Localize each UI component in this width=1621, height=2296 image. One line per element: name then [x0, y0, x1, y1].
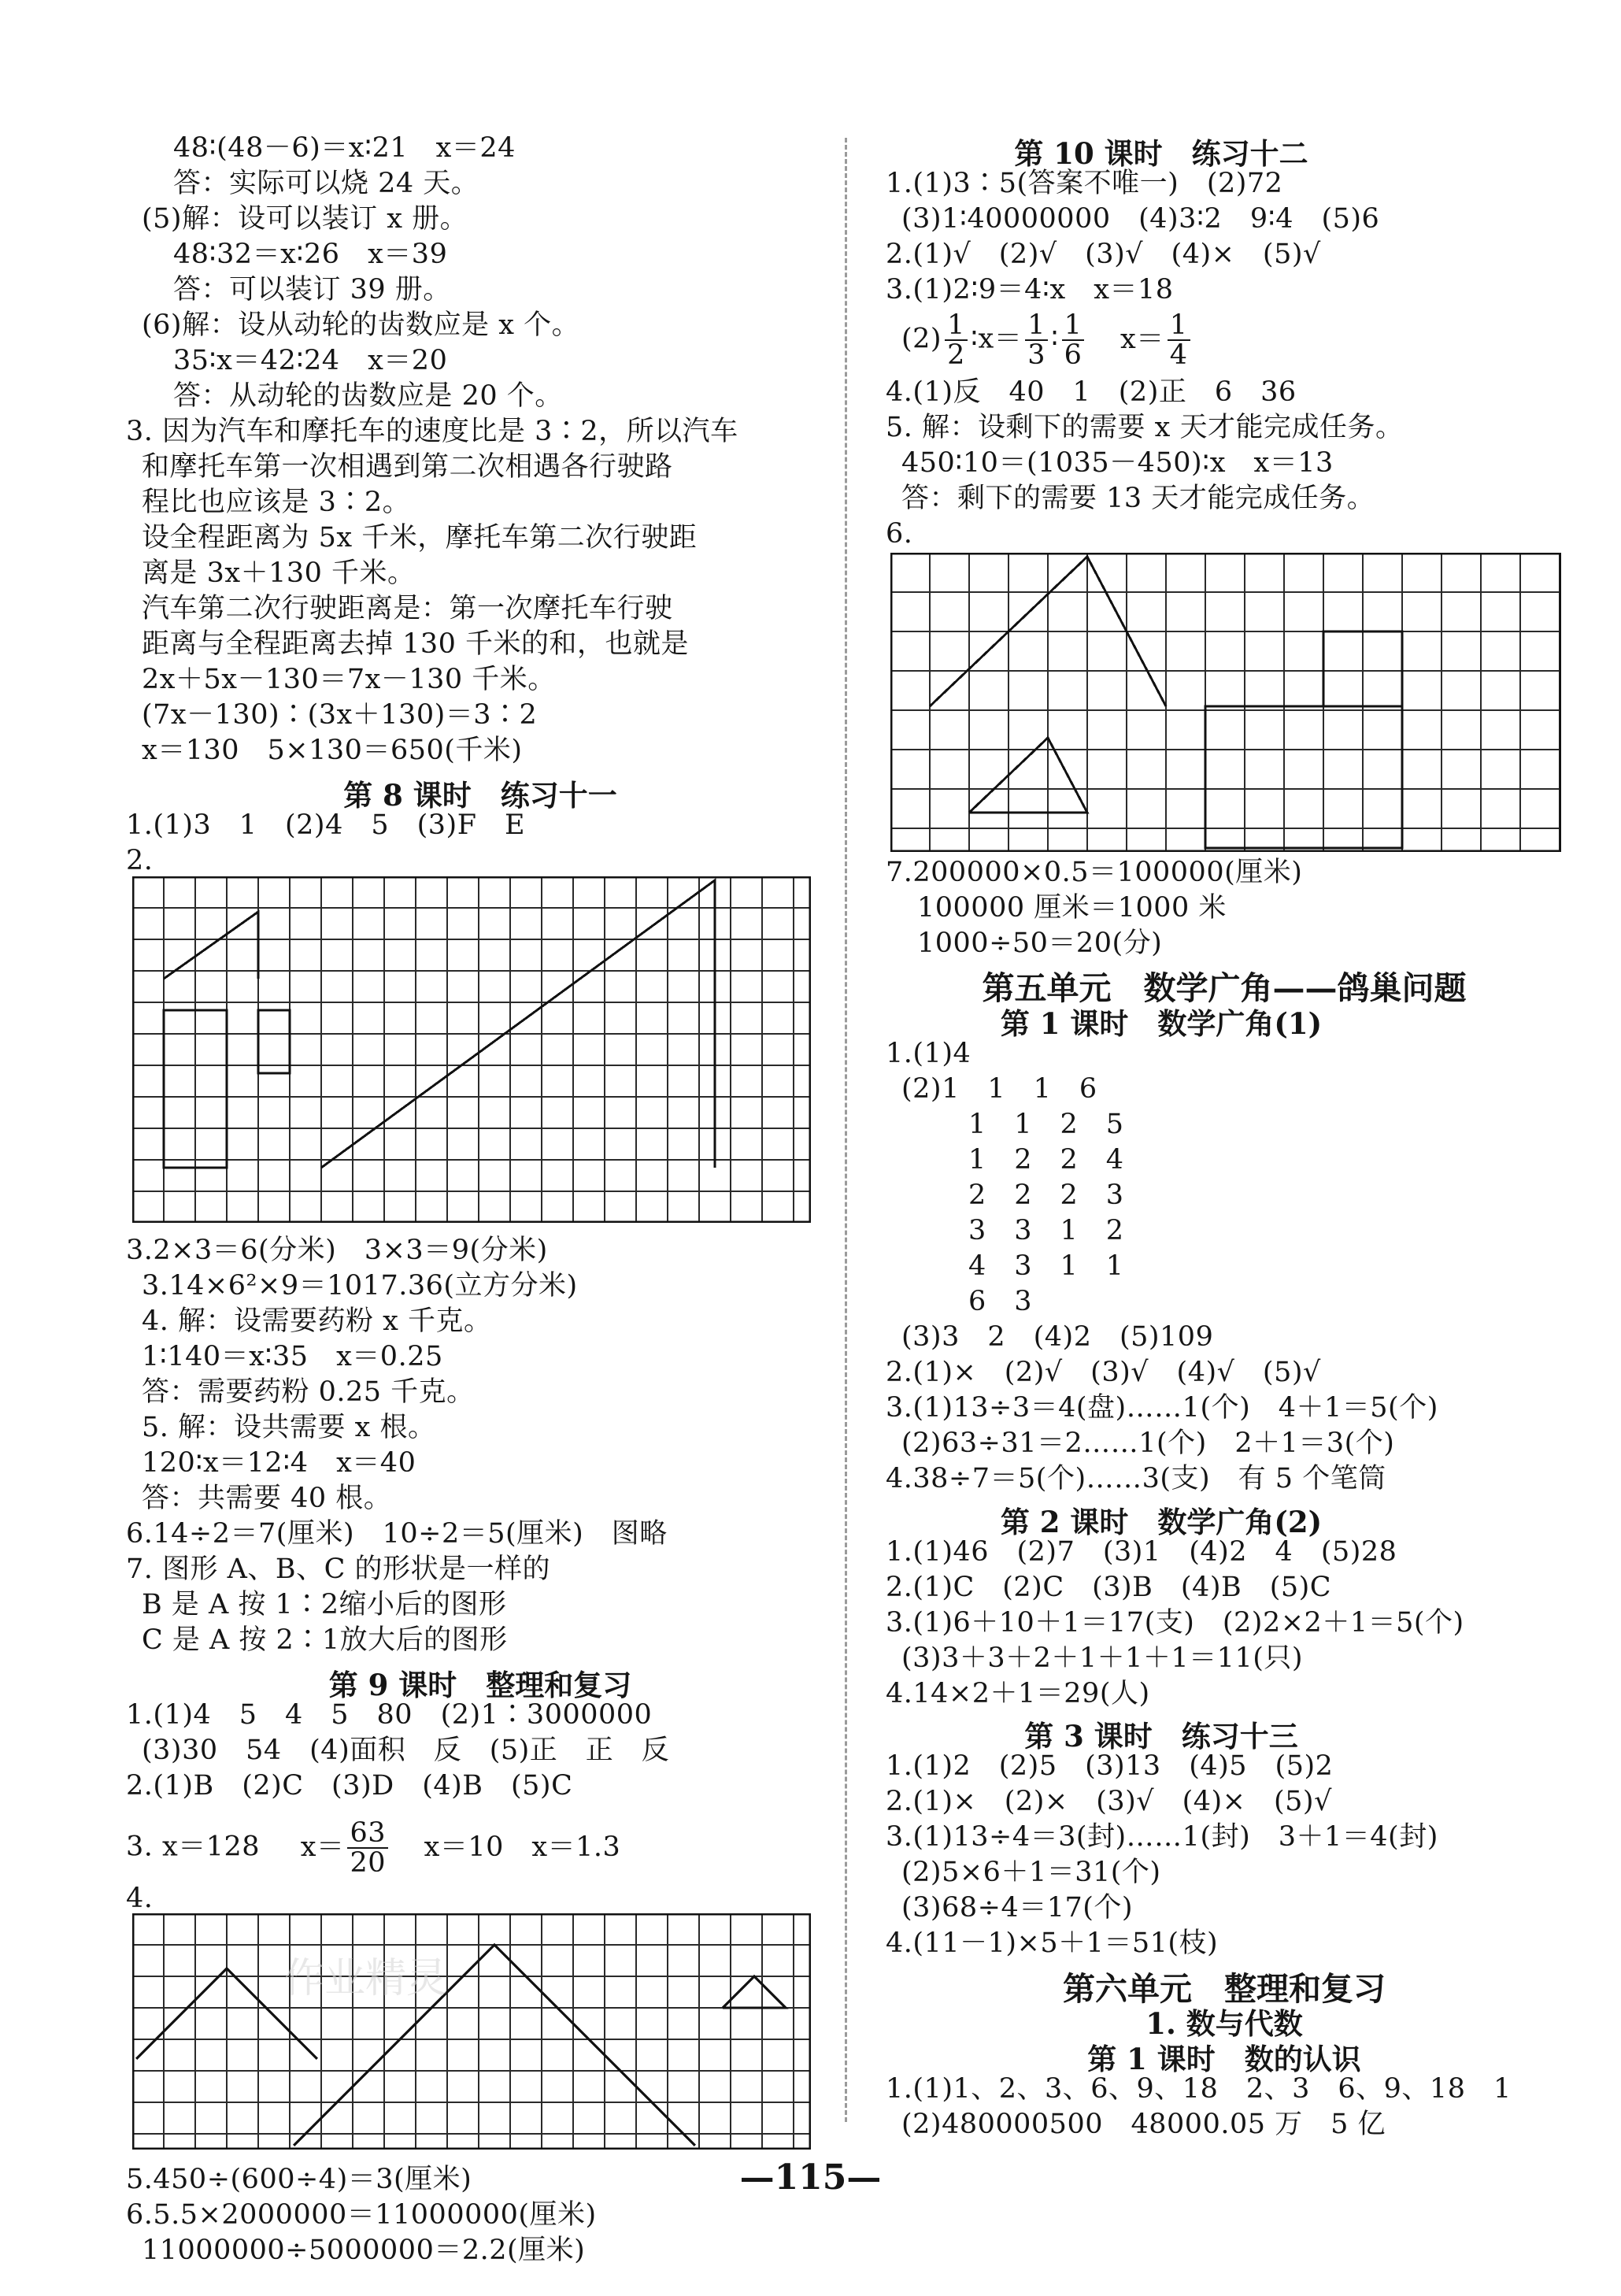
fraction-numerator: 1 [945, 311, 968, 341]
fraction [1025, 311, 1048, 369]
fraction [1062, 311, 1085, 369]
answer-text: x＝10 x＝1.3 [424, 1831, 621, 1863]
answer-line: 4. [126, 1883, 154, 1914]
answer-line: 3 3 1 2 [968, 1215, 1124, 1246]
answer-line: 1.(1)4 [886, 1038, 971, 1069]
answer-line: 4.(1)反 40 1 (2)正 6 36 [886, 376, 1297, 408]
answer-line: 汽车第二次行驶距离是：第一次摩托车行驶 [142, 593, 673, 624]
answer-line: 2.(1)C (2)C (3)B (4)B (5)C [886, 1572, 1332, 1603]
answer-line: (2)5×6＋1＝31(个) [901, 1857, 1161, 1888]
answer-line: x＝130 5×130＝650(千米) [142, 735, 523, 766]
answer-line: 答：剩下的需要 13 天才能完成任务。 [901, 483, 1375, 514]
answer-line: 5. 解：设剩下的需要 x 天才能完成任务。 [886, 412, 1404, 443]
answer-line: 2.(1)√ (2)√ (3)√ (4)× (5)√ [886, 239, 1321, 270]
answer-line: 4.14×2＋1＝29(人) [886, 1678, 1150, 1709]
answer-line: 7. 图形 A、B、C 的形状是一样的 [126, 1554, 551, 1585]
answer-line: 6.14÷2＝7(厘米) 10÷2＝5(厘米) 图略 [126, 1518, 668, 1550]
answer-line: 3.(1)13÷4＝3(封)……1(封) 3＋1＝4(封) [886, 1821, 1438, 1853]
answer-line: (3)3 2 (4)2 (5)109 [901, 1321, 1214, 1353]
answer-line: 2.(1)× (2)√ (3)√ (4)√ (5)√ [886, 1357, 1321, 1388]
answer-line: 6. [886, 518, 913, 550]
answer-line: 3.2×3＝6(分米) 3×3＝9(分米) [126, 1235, 548, 1266]
answer-line: 离是 3x＋130 千米。 [142, 557, 416, 589]
answer-line: 1.(1)2 (2)5 (3)13 (4)5 (5)2 [886, 1750, 1334, 1782]
answer-line: (6)解：设从动轮的齿数应是 x 个。 [142, 309, 580, 341]
answer-line: (3)1∶40000000 (4)3∶2 9∶4 (5)6 [901, 203, 1380, 235]
answer-line: 距离与全程距离去掉 130 千米的和，也就是 [142, 628, 690, 660]
fraction [1168, 311, 1190, 369]
answer-line: 48∶(48－6)＝x∶21 x＝24 [173, 132, 516, 164]
answer-line: (2)63÷31＝2……1(个) 2＋1＝3(个) [901, 1428, 1395, 1459]
section-heading: 第 2 课时 数学广角(2) [1000, 1505, 1323, 1539]
answer-line: 设全程距离为 5x 千米，摩托车第二次行驶距 [142, 522, 698, 554]
answer-line: (2)1 1 1 6 [901, 1073, 1097, 1105]
section-heading: 第 3 课时 练习十三 [1024, 1719, 1298, 1753]
answer-line: 1.(1)46 (2)7 (3)1 (4)2 4 (5)28 [886, 1536, 1397, 1568]
fraction-denominator: 6 [1064, 339, 1083, 371]
answer-text: ∶ [1051, 323, 1059, 355]
answer-line: 1 1 2 5 [968, 1109, 1124, 1140]
section-heading: 第 8 课时 练习十一 [343, 778, 617, 813]
answer-text: (2) [901, 323, 942, 355]
answer-line: 1.(1)3∶5(答案不唯一) (2)72 [886, 168, 1283, 199]
subunit-title: 1. 数与代数 [1145, 2006, 1303, 2041]
equation-line [126, 1819, 620, 1877]
answer-line: 5.450÷(600÷4)＝3(厘米) [126, 2164, 472, 2195]
fraction-numerator: 1 [1025, 311, 1048, 341]
fraction-denominator: 2 [947, 339, 965, 371]
answer-text: ∶x＝ [970, 323, 1023, 355]
fraction-numerator: 1 [1062, 311, 1085, 341]
grid-figure-q2 [132, 876, 811, 1223]
fraction-numerator: 63 [347, 1819, 388, 1849]
unit-title: 第六单元 整理和复习 [1063, 1970, 1386, 2008]
answer-line: 1.(1)4 5 4 5 80 (2)1∶3000000 [126, 1699, 653, 1731]
answer-line: (3)68÷4＝17(个) [901, 1892, 1134, 1924]
answer-line: 2.(1)× (2)× (3)√ (4)× (5)√ [886, 1786, 1332, 1817]
answer-line: 450∶10＝(1035－450)∶x x＝13 [901, 447, 1334, 479]
answer-line: 1.(1)3 1 (2)4 5 (3)F E [126, 809, 526, 841]
fraction-numerator: 1 [1168, 311, 1190, 341]
answer-line: 3. 因为汽车和摩托车的速度比是 3∶2，所以汽车 [126, 416, 738, 447]
answer-line: 答：共需要 40 根。 [142, 1483, 392, 1514]
fraction [945, 311, 968, 369]
answer-line: 48∶32＝x∶26 x＝39 [173, 239, 448, 270]
equation-line [901, 311, 1194, 369]
answer-line: 和摩托车第一次相遇到第二次相遇各行驶路 [142, 451, 673, 483]
answer-line: 3.14×6²×9＝1017.36(立方分米) [142, 1270, 578, 1302]
fraction-denominator: 20 [350, 1847, 386, 1879]
answer-line: 4.(11－1)×5＋1＝51(枝) [886, 1928, 1219, 1959]
section-heading: 第 10 课时 练习十二 [1014, 136, 1308, 171]
answer-line: (3)3＋3＋2＋1＋1＋1＝11(只) [901, 1642, 1304, 1674]
answer-line: 3.(1)2∶9＝4∶x x＝18 [886, 274, 1174, 306]
answer-line: 答：可以装订 39 册。 [173, 274, 451, 306]
answer-text: x＝ [1120, 323, 1164, 355]
answer-line: 答：实际可以烧 24 天。 [173, 168, 479, 199]
answer-line: 6.5.5×2000000＝11000000(厘米) [126, 2199, 597, 2231]
fraction [347, 1819, 388, 1877]
answer-line: 3.(1)6＋10＋1＝17(支) (2)2×2＋1＝5(个) [886, 1607, 1464, 1639]
watermark: 作业精灵 [283, 1955, 448, 2002]
answer-line: C 是 A 按 2∶1放大后的图形 [142, 1624, 508, 1656]
answer-line: 答：从动轮的齿数应是 20 个。 [173, 380, 563, 412]
section-heading: 第 1 课时 数学广角(1) [1000, 1006, 1323, 1041]
answer-line: 2. [126, 845, 154, 876]
answer-line: 11000000÷5000000＝2.2(厘米) [142, 2235, 586, 2266]
column-divider [845, 138, 847, 2122]
answer-line: 4.38÷7＝5(个)……3(支) 有 5 个笔筒 [886, 1463, 1386, 1494]
fraction-denominator: 4 [1169, 339, 1188, 371]
grid-figure-q6 [890, 553, 1561, 852]
answer-line: 100000 厘米＝1000 米 [917, 892, 1227, 924]
section-heading: 第 1 课时 数的认识 [1087, 2042, 1361, 2076]
answer-line: (7x－130)∶(3x＋130)＝3∶2 [142, 699, 538, 731]
answer-line: 程比也应该是 3∶2。 [142, 487, 411, 518]
answer-line: 4 3 1 1 [968, 1250, 1124, 1282]
page-number: —115— [739, 2157, 882, 2198]
answer-line: (5)解：设可以装订 x 册。 [142, 203, 468, 235]
answer-line: B 是 A 按 1∶2缩小后的图形 [142, 1589, 507, 1620]
answer-line: (3)30 54 (4)面积 反 (5)正 正 反 [142, 1735, 670, 1766]
answer-line: (2)480000500 48000.05 万 5 亿 [901, 2109, 1386, 2140]
fraction-denominator: 3 [1027, 339, 1046, 371]
answer-line: 3.(1)13÷3＝4(盘)……1(个) 4＋1＝5(个) [886, 1392, 1438, 1424]
answer-line: 答：需要药粉 0.25 千克。 [142, 1376, 475, 1408]
answer-line: 35∶x＝42∶24 x＝20 [173, 345, 448, 376]
grid-figure-q4 [132, 1913, 811, 2150]
answer-line: 2.(1)B (2)C (3)D (4)B (5)C [126, 1770, 573, 1802]
answer-line: 1 2 2 4 [968, 1144, 1124, 1176]
section-heading: 第 9 课时 整理和复习 [328, 1668, 632, 1702]
answer-line: 7.200000×0.5＝100000(厘米) [886, 857, 1303, 888]
answer-line: 120∶x＝12∶4 x＝40 [142, 1447, 416, 1479]
answer-text: 3. x＝128 [126, 1831, 261, 1863]
unit-title: 第五单元 数学广角——鸽巢问题 [982, 969, 1467, 1007]
answer-line: 1.(1)1、2、3、6、9、18 2、3 6、9、18 1 [886, 2073, 1512, 2105]
answer-line: 1000÷50＝20(分) [917, 928, 1163, 959]
answer-line: 5. 解：设共需要 x 根。 [142, 1412, 436, 1443]
answer-line: 2x＋5x－130＝7x－130 千米。 [142, 664, 556, 695]
answer-line: 2 2 2 3 [968, 1179, 1124, 1211]
answer-text: x＝ [300, 1831, 345, 1863]
answer-line: 1∶140＝x∶35 x＝0.25 [142, 1341, 443, 1372]
answer-line: 4. 解：设需要药粉 x 千克。 [142, 1305, 492, 1337]
answer-line: 6 3 [968, 1286, 1033, 1317]
